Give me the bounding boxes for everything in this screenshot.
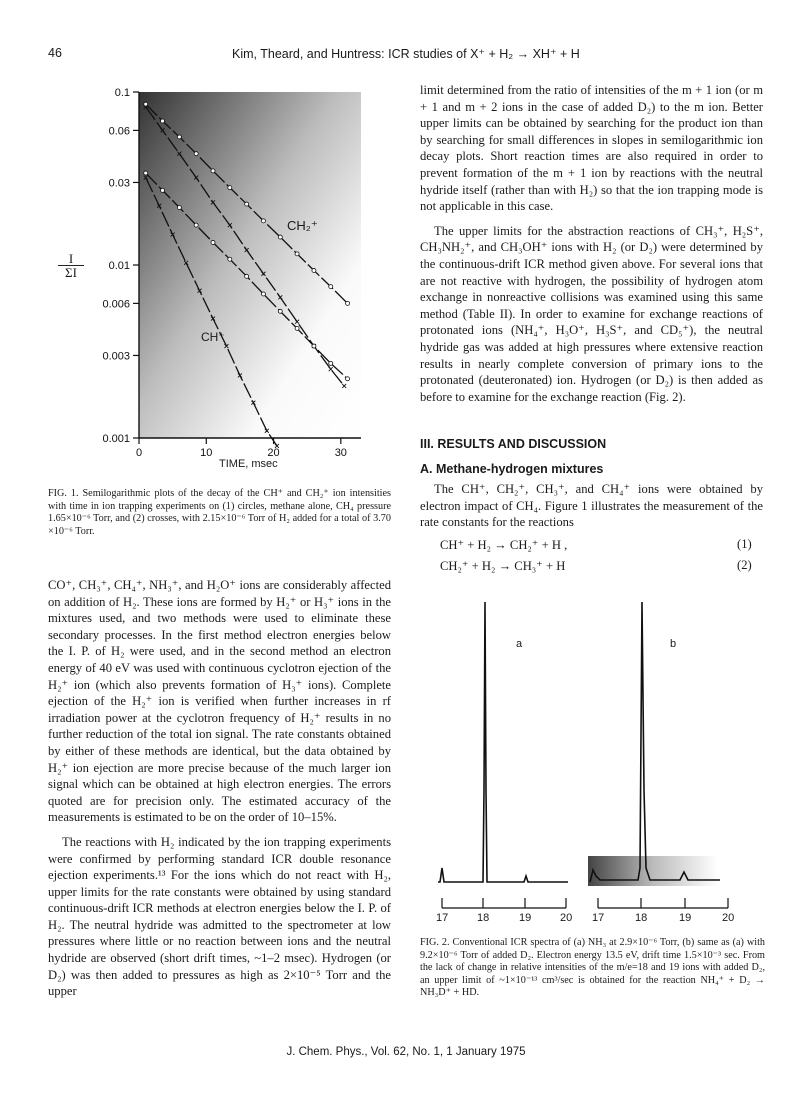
data-point xyxy=(295,252,299,256)
figure-1-caption: FIG. 1. Semilogarithmic plots of the decay of the CH⁺ and CH₂⁺ ion intensities with time in ion trapping experiments on (1) circles, methane alone, CH₄ pressure 1.65×10⁻⁶ Torr, and (2) crosses, with 2.15×10⁻⁶ Torr of H₂ added for a total of 3.70 ×10⁻⁶ Torr. xyxy=(48,488,391,537)
y-axis-label-den: ΣI xyxy=(65,265,77,280)
tick-a-18: 18 xyxy=(477,912,490,924)
tick-a-17: 17 xyxy=(436,912,449,924)
data-point xyxy=(245,202,249,206)
tick-b-19: 19 xyxy=(679,912,692,924)
data-point xyxy=(194,152,198,156)
data-point xyxy=(346,301,350,305)
panel-label-b: b xyxy=(670,638,677,650)
right-column-text xyxy=(420,82,763,405)
equation-2: CH₂⁺ + H₂ → CH₃⁺ + H xyxy=(440,559,566,573)
spectrum-b-shading xyxy=(588,856,718,886)
data-point xyxy=(261,219,265,223)
paragraph: The upper limits for the abstraction reactions of CH₃⁺, H₂S⁺, CH₃NH₂⁺, and CH₃OH⁺ ions with H₂ (or D₂) were determined by the continuous-drift ICR method given above. For several ions that are not reactive with hydrogen, the possibility of hydrogen atom exchange in nonreactive collisions was examined using this same method (Table II). In order to examine for exchange reactions of protonated ions (NH₄⁺, H₃O⁺, H₃S⁺, and CD₅⁺), the neutral hydride gas was added at high pressures where extensive reaction results in nearly complete conversion of primary ions to the protonated (deuteronated) ion. Hydrogen (or D₂) is then added as before to examine for the exchange reaction (Fig. 2). xyxy=(420,223,763,404)
footer-citation: J. Chem. Phys., Vol. 62, No. 1, 1 January 1975 xyxy=(286,1046,526,1058)
data-point xyxy=(295,326,299,330)
x-axis-label: TIME, msec xyxy=(219,458,278,470)
data-point xyxy=(211,169,215,173)
equation-2-number: (2) xyxy=(737,558,752,572)
paragraph: The reactions with H₂ indicated by the ion trapping experiments were confirmed by performing standard ICR double resonance ejection experiments.¹³ For the ions which do not react with H₂, upper limits for the rate constants were obtained by using standard continuous-drift ICR methods at electron energies below the I. P. of H₂. The neutral hydride was admitted to the spectrometer at low pressures where little or no reaction between ions and the neutral hydride are observed (short drift times, ~1–2 msec). Hydrogen (or D₂) was then added to pressures as high as 2×10⁻⁵ Torr and the upper xyxy=(48,834,391,999)
figure-1 xyxy=(55,84,385,484)
equation-1: CH⁺ + H₂ → CH₂⁺ + H , xyxy=(440,538,568,552)
data-point xyxy=(161,119,165,123)
y-tick-label: 0.03 xyxy=(108,177,130,190)
data-point xyxy=(228,186,232,190)
tick-b-18: 18 xyxy=(635,912,648,924)
tick-a-20: 20 xyxy=(560,912,573,924)
figure-2-caption: FIG. 2. Conventional ICR spectra of (a) NH₃ at 2.9×10⁻⁶ Torr, (b) same as (a) with 9.2×10⁻⁶ Torr of added D₂. Electron energy 13.5 eV, drift time 1.5×10⁻³ sec. From the lack of change in relative intensities of the m/e=18 and 19 ions with added D₂, an upper limit of ~1×10⁻¹³ cm³/sec is obtained for the reaction NH₄⁺ + D₂ → NH₃D⁺ + HD. xyxy=(420,937,765,999)
x-tick-label: 10 xyxy=(200,447,213,459)
y-axis-label-num: I xyxy=(58,252,84,266)
spectrum-b-trace xyxy=(590,602,720,882)
y-tick-label: 0.1 xyxy=(114,87,130,99)
tick-b-20: 20 xyxy=(722,912,735,924)
data-point xyxy=(245,274,249,278)
x-tick-label: 20 xyxy=(267,447,280,459)
section-heading: III. RESULTS AND DISCUSSION xyxy=(420,437,607,451)
data-point xyxy=(177,135,181,139)
figure-2 xyxy=(420,590,765,930)
paragraph: The CH⁺, CH₂⁺, CH₃⁺, and CH₄⁺ ions were obtained by electron impact of CH₄. Figure 1 illustrates the measurement of the rate constants for the reactions xyxy=(420,482,763,530)
data-point xyxy=(211,240,215,244)
curve-label-ch: CH⁺ xyxy=(201,330,225,344)
data-point xyxy=(278,309,282,313)
y-tick-label: 0.01 xyxy=(108,260,130,272)
figure-1-chart xyxy=(55,84,385,484)
left-column-text xyxy=(48,577,391,1000)
y-axis-label xyxy=(58,252,84,279)
data-point xyxy=(346,377,350,381)
y-tick-label: 0.006 xyxy=(102,298,130,311)
x-tick-label: 30 xyxy=(334,447,347,459)
y-tick-label: 0.003 xyxy=(102,350,130,363)
paragraph: limit determined from the ratio of intensities of the m + 1 ion (or m + 1 and m + 2 ions in the case of added D₂) to the m ion. Better upper limits can be obtained by searching for the product ion than by searching for small differences in slopes in semilogarithmic ion decay plots. Short reaction times are also required in order to prevent formation of the m + 1 ion by reactions with the neutral hydride itself (rather than with H₂) so that the ion trapping mode is not applicable in this case. xyxy=(420,83,763,214)
spectrum-a-trace xyxy=(438,602,568,882)
y-tick-label: 0.001 xyxy=(102,433,130,445)
data-point xyxy=(278,235,282,239)
page-number: 46 xyxy=(48,46,62,60)
data-point xyxy=(329,361,333,365)
subsection-heading: A. Methane-hydrogen mixtures xyxy=(420,462,604,476)
y-tick-label: 0.06 xyxy=(108,125,130,138)
tick-a-19: 19 xyxy=(519,912,532,924)
data-point xyxy=(194,223,198,227)
data-point xyxy=(161,188,165,192)
scale-b xyxy=(598,898,728,908)
figure-2-spectra xyxy=(420,590,765,930)
data-point xyxy=(144,171,148,175)
curve-label-ch2: CH₂⁺ xyxy=(287,218,318,233)
data-point xyxy=(177,205,181,209)
data-point xyxy=(312,268,316,272)
running-title: Kim, Theard, and Huntress: ICR studies of X⁺ + H₂ → XH⁺ + H xyxy=(232,47,580,61)
panel-label-a: a xyxy=(516,638,523,650)
scale-a xyxy=(442,898,566,908)
paragraph: CO⁺, CH₃⁺, CH₄⁺, NH₃⁺, and H₂O⁺ ions are considerably affected on addition of H₂. These ions are formed by H₂⁺ or H₃⁺ ions in the mixtures used, and two methods were used to eliminate these secondary processes. In the first method electron energies below the I. P. of H₂ were used, and in the second method an electron energy of 40 eV was used with continuous cyclotron ejection of the H₂⁺ ion (which also prevents formation of H₃⁺ ions). Complete ejection of the H₂⁺ ion is verified when further increases in rf irradiation power at the cyclotron frequency of H₂⁺ results in no further reduction of the total ion signal. The rate constants obtained by either of these methods are identical, but the data obtained by H₂⁺ ion ejection are more precise because of the much larger ion signal which can be obtained at high electron energies. The errors quoted are for precision only. The estimated accuracy of the measurements is estimated to be on the order of 10–15%. xyxy=(48,578,391,825)
data-point xyxy=(228,257,232,261)
right-column-text-2 xyxy=(420,481,763,531)
data-point xyxy=(312,344,316,348)
x-tick-label: 0 xyxy=(135,447,143,459)
tick-b-17: 17 xyxy=(592,912,605,924)
equation-1-number: (1) xyxy=(737,537,752,551)
data-point xyxy=(261,292,265,296)
data-point xyxy=(329,285,333,289)
